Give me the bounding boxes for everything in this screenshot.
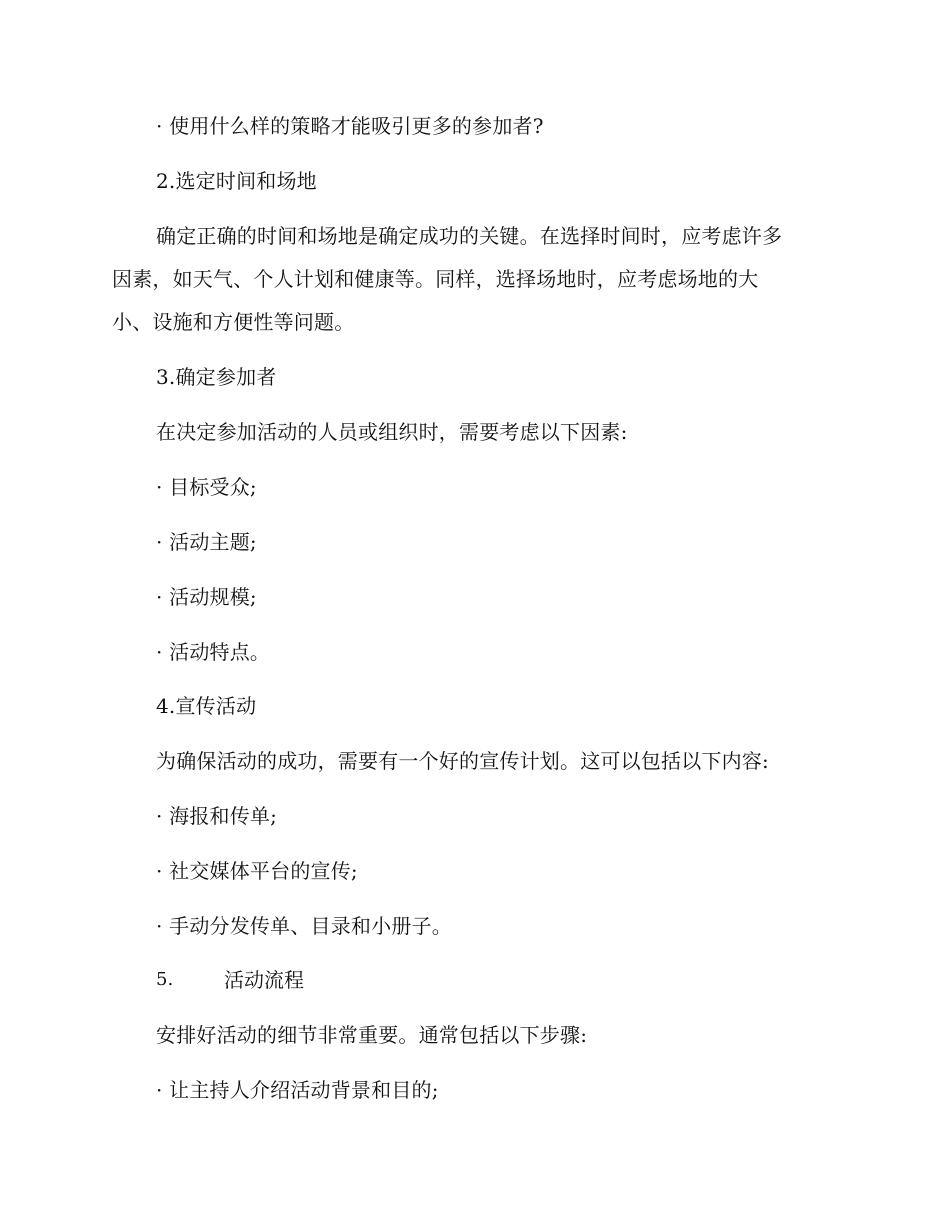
- bullet-item: · 社交媒体平台的宣传;: [156, 859, 358, 883]
- paragraph-line: 在决定参加活动的人员或组织时，需要考虑以下因素:: [156, 420, 628, 444]
- paragraph-line: 确定正确的时间和场地是确定成功的关键。在选择时间时，应考虑许多: [156, 224, 783, 248]
- bullet-item: · 活动规模;: [156, 585, 257, 609]
- paragraph-line: 为确保活动的成功，需要有一个好的宣传计划。这可以包括以下内容:: [156, 749, 769, 773]
- bullet-item: · 海报和传单;: [156, 804, 278, 828]
- section-heading: 活动流程: [224, 968, 304, 992]
- section-heading: 3.确定参加者: [156, 365, 277, 389]
- paragraph-line: 小、设施和方便性等问题。: [112, 310, 355, 334]
- paragraph-line: 安排好活动的细节非常重要。通常包括以下步骤:: [156, 1023, 588, 1047]
- bullet-item: · 目标受众;: [156, 475, 257, 499]
- bullet-item: · 活动特点。: [156, 640, 271, 664]
- bullet-item: · 使用什么样的策略才能吸引更多的参加者?: [156, 114, 544, 138]
- bullet-item: · 让主持人介绍活动背景和目的;: [156, 1078, 439, 1102]
- section-heading: 4.宣传活动: [156, 694, 257, 718]
- bullet-item: · 活动主题;: [156, 530, 257, 554]
- paragraph-line: 因素，如天气、个人计划和健康等。同样，选择场地时，应考虑场地的大: [112, 267, 759, 291]
- bullet-item: · 手动分发传单、目录和小册子。: [156, 914, 452, 938]
- section-heading: 2.选定时间和场地: [156, 169, 317, 193]
- section-number: 5.: [156, 969, 174, 990]
